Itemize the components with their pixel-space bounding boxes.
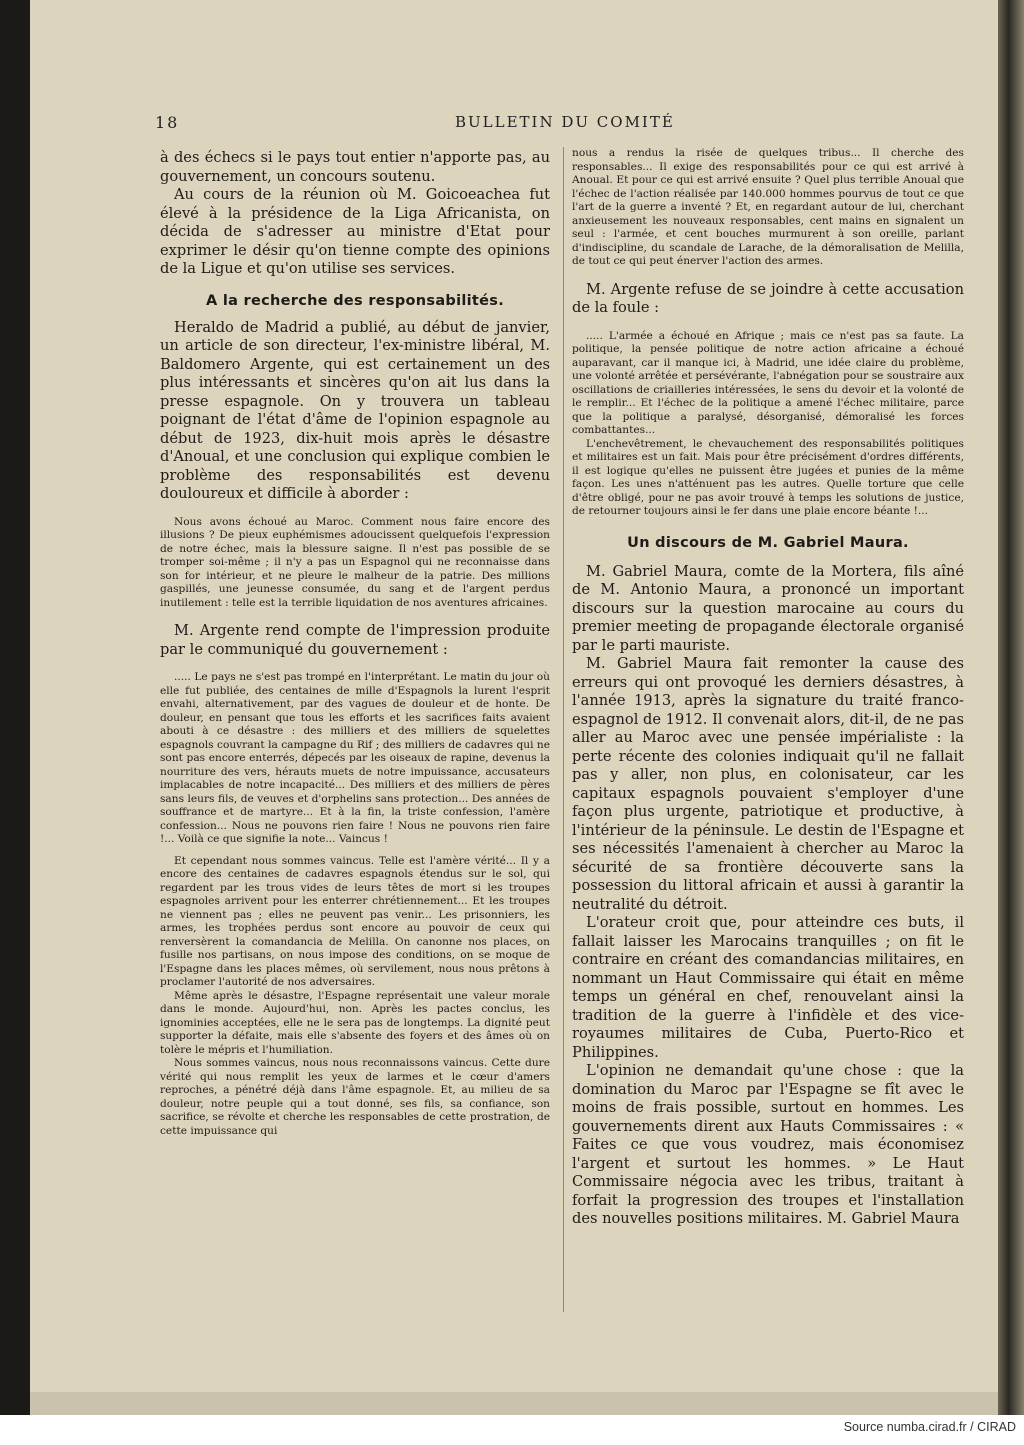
page-number: 18: [155, 113, 180, 132]
left-column: [160, 149, 550, 1138]
quotation: ..... L'armée a échoué en Afrique ; mais ce n'est pas sa faute. La politique, la pensée politique de notre action africaine a échoué auparavant, car il manque ici, à Madrid, une idée claire du problème, une volonté arrêtée et persévérante, l'abnégation pour se soustraire aux oscillations de criailleries intéressées, le sens du devoir et la volonté de le remplir... Et l'échec de la politique a amené l'échec militaire, parce que la politique a paralysé, désorganisé, démoralisé les forces combattantes...: [572, 329, 964, 436]
quotation: Nous avons échoué au Maroc. Comment nous faire encore des illusions ? De pieux euphémismes adoucissent quelquefois l'expression de notre échec, mais la blessure saigne. Il n'est pas possible de se tromper soi-même ; il n'y a pas un Espagnol qui ne reconnaisse dans son for intérieur, et ne pleure le malheur de la patrie. Des millions gaspillés, une jeunesse consumée, du sang et de l'argent perdus inutilement : telle est la terrible liquidation de nos aventures africaines.: [160, 515, 550, 609]
paragraph: M. Argente refuse de se joindre à cette accusation de la foule :: [572, 280, 964, 316]
quotation: Même après le désastre, l'Espagne représentait une valeur morale dans le monde. Aujourd'hui, non. Après les pactes conclus, les ignominies acceptées, elle ne le sera pas de longtemps. La dignité peut supporter la défaite, mais elle s'absente des foyers et des âmes où on tolère le mépris et l'humiliation.: [160, 989, 550, 1056]
quotation: Et cependant nous sommes vaincus. Telle est l'amère vérité... Il y a encore des centaines de cadavres espagnols étendus sur le sol, qui regardent par les trous vides de leurs têtes de mort si les troupes espagnoles arrivent pour les enterrer chrétiennement... Et les troupes ne viennent pas ; elles ne peuvent pas venir... Les prisonniers, les armes, les trophées perdus sont encore au pouvoir de ceux qui renversèrent la comandancia de Melilla. On canonne nos places, on fusille nos partisans, on nous impose des conditions, on se moque de l'Espagne dans les places mêmes, où servilement, nous nous prêtons à proclamer l'autorité de nos adversaires.: [160, 854, 550, 988]
paragraph: M. Gabriel Maura fait remonter la cause des erreurs qui ont provoqué les derniers désastres, à l'année 1913, après la signature du traité franco-espagnol de 1912. Il convenait alors, dit-il, de ne pas aller au Maroc avec une pensée impérialiste : la perte récente des colonies indiquait qu'il ne fallait pas y aller, non plus, en colonisateur, car les capitaux espagnols pouvaient s'employer d'une façon plus urgente, patriotique et productive, à l'intérieur de la péninsule. Le destin de l'Espagne et ses nécessités l'amenaient à chercher au Maroc la sécurité de sa frontière découverte sans la possession du littoral africain et aussi à garantir la neutralité du détroit.: [572, 655, 964, 913]
scan-bottom-border: [30, 1392, 998, 1415]
quotation: L'enchevêtrement, le chevauchement des responsabilités politiques et militaires est un fait. Mais pour être précisément d'ordres différents, il est logique qu'elles ne puissent être jugées et punies de la même façon. Les unes n'atténuent pas les autres. Quelle torture que celle d'être obligé, pour ne pas avoir trouvé à temps les solutions de justice, de retourner toujours ainsi le fer dans une plaie encore béante !...: [572, 437, 964, 517]
quotation: ..... Le pays ne s'est pas trompé en l'interprétant. Le matin du jour où elle fut publiée, des centaines de mille d'Espagnols la lurent l'esprit envahi, alternativement, par des vagues de douleur et de honte. De douleur, en pensant que tous les efforts et les sacrifices faits avaient abouti à ce désastre : des milliers et des milliers de squelettes espagnols couvrant la campagne du Rif ; des milliers de cadavres qui ne sont pas encore enterrés, dépecés par les oiseaux de rapine, devenus la nourriture des vers, hérauts muets de notre impuissance, accusateurs implacables de notre incapacité... Des milliers et des milliers de pères sans leurs fils, de veuves et d'orphelins sans protection... Des années de souffrance et de martyre... Et à la fin, la triste confession, l'amère confession... Nous ne pouvons rien faire ! Nous ne pouvons rien faire !... Voilà ce que signifie la note... Vaincus !: [160, 671, 550, 845]
right-column: [572, 147, 964, 1229]
paragraph: L'orateur croit que, pour atteindre ces buts, il fallait laisser les Marocains tranquilles ; on fit le contraire en créant des comandancias militaires, en nommant un Haut Commissaire qui était en même temps un général en chef, renouvelant ainsi la tradition de la guerre à l'infidèle et des vice-royaumes militaires de Cuba, Puerto-Rico et Philippines.: [572, 914, 964, 1061]
source-credit: Source numba.cirad.fr / CIRAD: [843, 1420, 1016, 1434]
scan-left-border: [0, 0, 30, 1415]
running-title: BULLETIN DU COMITÉ: [455, 113, 675, 131]
paragraph: Heraldo de Madrid a publié, au début de janvier, un article de son directeur, l'ex-ministre libéral, M. Baldomero Argente, qui est certainement un des plus intéressants et sincères qu'on ait lus dans la presse espagnole. On y trouvera un tableau poignant de l'état d'âme de l'opinion espagnole au début de 1923, dix-huit mois après le désastre d'Anoual, et une conclusion qui explique combien le problème des responsabilités est devenu douloureux et difficile à aborder :: [160, 318, 550, 502]
paragraph: M. Gabriel Maura, comte de la Mortera, fils aîné de M. Antonio Maura, a prononcé un important discours sur la question marocaine au cours du premier meeting de propagande électorale organisé par le parti mauriste.: [572, 562, 964, 654]
paragraph: Au cours de la réunion où M. Goicoeachea fut élevé à la présidence de la Liga Africanista, on décida de s'adresser au ministre d'Etat pour exprimer le désir qu'on tienne compte des opinions de la Ligue et qu'on utilise ses services.: [160, 186, 550, 277]
paragraph: M. Argente rend compte de l'impression produite par le communiqué du gouvernement :: [160, 622, 550, 658]
paragraph: à des échecs si le pays tout entier n'apporte pas, au gouvernement, un concours soutenu.: [160, 149, 550, 185]
quotation: nous a rendus la risée de quelques tribus... Il cherche des responsables... Il exige des responsabilités pour ce qui est arrivé à Anoual. Et pour ce qui est arrivé ensuite ? Quel plus terrible Anoual que l'échec de l'action réalisée par 140.000 hommes pourvus de tout ce que l'art de la guerre a inventé ? Et, en regardant autour de lui, cherchant anxieusement les nouveaux responsables, cent mains en signalent un seul : l'armée, et cent bouches murmurent à son oreille, parlant d'indiscipline, du scandale de Larache, de la démoralisation de Melilla, de tout ce qui peut énerver l'action des armes.: [572, 147, 964, 267]
section-heading: Un discours de M. Gabriel Maura.: [627, 534, 909, 551]
column-divider: [563, 147, 564, 1312]
section-heading: A la recherche des responsabilités.: [205, 292, 505, 309]
book-binding-edge: [998, 0, 1024, 1415]
paragraph: L'opinion ne demandait qu'une chose : que la domination du Maroc par l'Espagne se fît avec le moins de frais possible, surtout en hommes. Les gouvernements dirent aux Hauts Commissaires : « Faites ce que vous voudrez, mais économisez l'argent et surtout les hommes. » Le Haut Commissaire négocia avec les tribus, traitant à forfait la progression des troupes et l'installation des nouvelles positions militaires. M. Gabriel Maura: [572, 1062, 964, 1227]
quotation: Nous sommes vaincus, nous nous reconnaissons vaincus. Cette dure vérité qui nous remplit les yeux de larmes et le cœur d'amers reproches, a pénétré déjà dans l'âme espagnole. Et, au milieu de sa douleur, notre peuple qui a tout donné, ses fils, sa confiance, son sacrifice, se révolte et cherche les responsables de cette prostration, de cette impuissance qui: [160, 1057, 550, 1137]
